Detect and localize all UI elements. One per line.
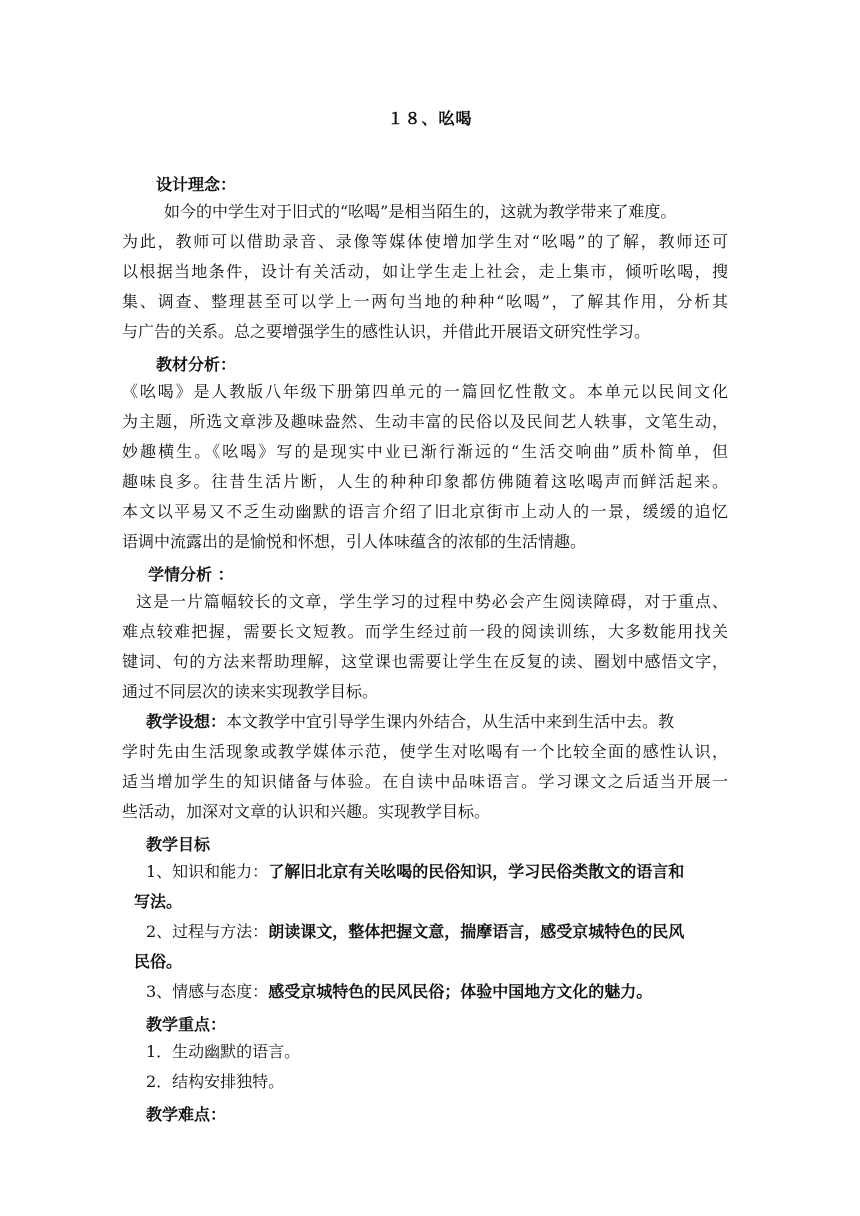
goal-item-2-text: 朗读课文，整体把握文意，揣摩语言，感受京城特色的民风: [268, 922, 685, 941]
key-item-1: 1．生动幽默的语言。: [146, 1042, 301, 1061]
design-line-5: 与广告的关系。总之要增强学生的感性认识，并借此开展语文研究性学习。: [122, 322, 651, 341]
design-heading: 设计理念：: [156, 175, 237, 194]
goal-item-3: [146, 982, 652, 1002]
page-title: １８、吆喝: [387, 109, 473, 128]
key-heading: 教学重点：: [146, 1015, 227, 1034]
design-line-4: 集、调查、整理甚至可以学上一两句当地的种种“吆喝”，了解其作用，分析其: [122, 292, 728, 311]
goal-item-1-cont-text: 写法。: [134, 892, 183, 911]
teaching-line-3: 适当增加学生的知识储备与体验。在自读中品味语言。学习课文之后适当开展一: [122, 772, 728, 791]
material-line-5: 本文以平易又不乏生动幽默的语言介绍了旧北京街市上动人的一景，缓缓的追忆: [122, 502, 728, 521]
material-heading: 教材分析：: [156, 355, 237, 374]
teaching-heading: 教学设想：: [146, 712, 227, 731]
goal-item-2-cont-text: 民俗。: [134, 952, 183, 971]
design-line-2: 为此，教师可以借助录音、录像等媒体使增加学生对“吆喝”的了解，教师还可: [122, 232, 728, 251]
difficult-heading: 教学难点：: [146, 1105, 227, 1124]
design-line-3: 以根据当地条件，设计有关活动，如让学生走上社会，走上集市，倾听吆喝，搜: [122, 262, 728, 281]
material-line-2: 为主题，所选文章涉及趣味盎然、生动丰富的民俗以及民间艺人轶事，文笔生动，: [122, 412, 728, 431]
teaching-line-1-text: 本文教学中宜引导学生课内外结合，从生活中来到生活中去。教: [226, 712, 675, 731]
student-line-4: 通过不同层次的读来实现教学目标。: [122, 682, 379, 701]
teaching-line-4: 些活动，加深对文章的认识和兴趣。实现教学目标。: [122, 802, 491, 821]
key-item-2: 2．结构安排独特。: [146, 1072, 285, 1091]
goal-item-2-cont: [134, 952, 182, 972]
student-heading: 学情分析 ：: [148, 565, 234, 584]
goal-item-3-label: 3、情感与态度：: [146, 982, 269, 1001]
goal-item-1-cont: [134, 892, 182, 912]
goal-item-3-text: 感受京城特色的民风民俗；体验中国地方文化的魅力。: [268, 982, 653, 1001]
material-line-6: 语调中流露出的是愉悦和怀想，引人体味蕴含的浓郁的生活情趣。: [122, 532, 587, 551]
goal-item-1-text: 了解旧北京有关吆喝的民俗知识，学习民俗类散文的语言和: [268, 862, 685, 881]
teaching-line-2: 学时先由生活现象或教学媒体示范，使学生对吆喝有一个比较全面的感性认识，: [122, 742, 728, 761]
goal-item-1-label: 1、知识和能力：: [146, 862, 269, 881]
material-line-1: 《吆喝》是人教版八年级下册第四单元的一篇回忆性散文。本单元以民间文化: [122, 382, 728, 401]
goal-item-1: [146, 862, 684, 882]
design-line-1: 如今的中学生对于旧式的“吆喝”是相当陌生的，这就为教学带来了难度。: [164, 202, 677, 221]
student-line-2: 难点较难把握，需要长文短教。而学生经过前一段的阅读训练，大多数能用找关: [122, 622, 728, 641]
goals-heading: 教学目标: [146, 835, 211, 854]
student-line-1: 这是一片篇幅较长的文章，学生学习的过程中势必会产生阅读障碍，对于重点、: [136, 592, 728, 611]
student-line-3: 键词、句的方法来帮助理解，这堂课也需要让学生在反复的读、圈划中感悟文字，: [122, 652, 728, 671]
goal-item-2-label: 2、过程与方法：: [146, 922, 269, 941]
teaching-line-1: [146, 712, 674, 732]
material-line-3: 妙趣横生。《吆喝》写的是现实中业已渐行渐远的“生活交响曲”质朴简单，但: [122, 442, 728, 461]
material-line-4: 趣味良多。往昔生活片断，人生的种种印象都仿佛随着这吆喝声而鲜活起来。: [122, 472, 728, 491]
goal-item-2: [146, 922, 684, 942]
